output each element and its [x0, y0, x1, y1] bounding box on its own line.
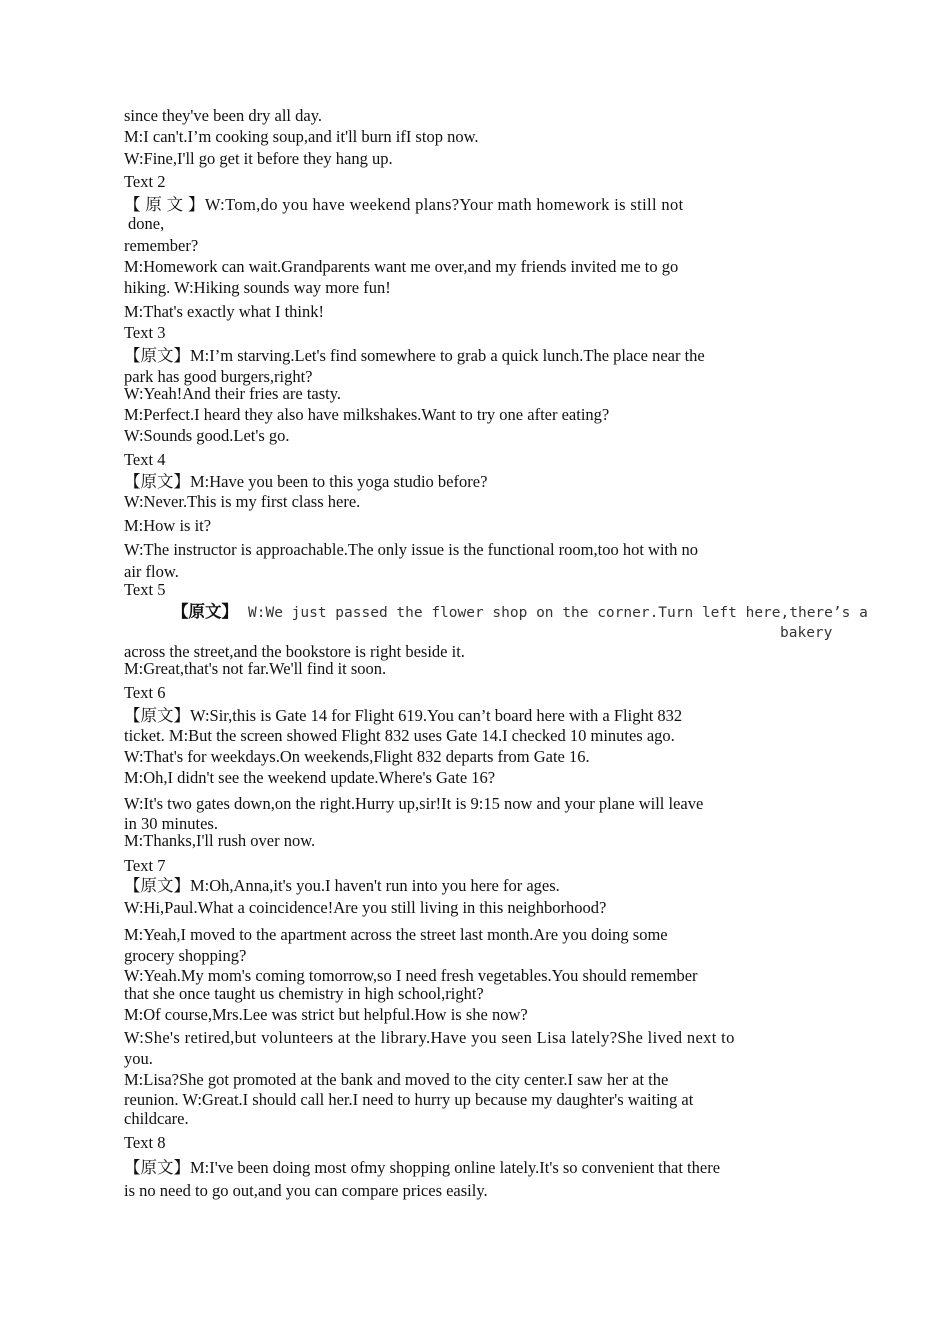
dialogue-line: childcare.	[124, 1109, 189, 1128]
dialogue-line: W:That's for weekdays.On weekends,Flight 832 departs from Gate 16.	[124, 747, 590, 766]
dialogue-line: 【原文】M:I've been doing most ofmy shopping online lately.It's so convenient that there	[124, 1158, 721, 1177]
dialogue-line: M:Oh,I didn't see the weekend update.Where's Gate 16?	[124, 768, 496, 787]
dialogue-line: M:Yeah,I moved to the apartment across the street last month.Are you doing some	[124, 925, 668, 944]
dialogue-line: W:Fine,I'll go get it before they hang up.	[124, 149, 393, 168]
dialogue-line: W:The instructor is approachable.The only issue is the functional room,too hot with no	[124, 540, 699, 559]
section-heading: Text 6	[124, 683, 166, 702]
section-heading: Text 4	[124, 450, 166, 469]
dialogue-line: M:Perfect.I heard they also have milkshakes.Want to try one after eating?	[124, 405, 610, 424]
dialogue-line: M:Homework can wait.Grandparents want me over,and my friends invited me to go	[124, 257, 679, 276]
dialogue-line: M:Great,that's not far.We'll find it soon.	[124, 659, 387, 678]
dialogue-line: remember?	[124, 236, 199, 255]
dialogue-line: 【原文】M:Oh,Anna,it's you.I haven't run into you here for ages.	[124, 876, 560, 895]
dialogue-line: M:Of course,Mrs.Lee was strict but helpful.How is she now?	[124, 1005, 528, 1024]
section-heading: Text 7	[124, 856, 166, 875]
dialogue-line: grocery shopping?	[124, 946, 247, 965]
dialogue-line: 【原文】M:I’m starving.Let's find somewhere to grab a quick lunch.The place near the	[124, 346, 705, 365]
dialogue-line: done,	[128, 214, 165, 233]
dialogue-line: W:Hi,Paul.What a coincidence!Are you still living in this neighborhood?	[124, 898, 607, 917]
dialogue-line: M:How is it?	[124, 516, 212, 535]
dialogue-line: 【 原 文 】W:Tom,do you have weekend plans?Your math homework is still not	[124, 195, 684, 214]
dialogue-line: W:It's two gates down,on the right.Hurry up,sir!It is 9:15 now and your plane will leave	[124, 794, 704, 813]
dialogue-line: 【原文】W:Sir,this is Gate 14 for Flight 619.You can’t board here with a Flight 832	[124, 706, 683, 725]
dialogue-line: M:Thanks,I'll rush over now.	[124, 831, 316, 850]
dialogue-line: in 30 minutes.	[124, 814, 218, 833]
section-heading: Text 5	[124, 580, 166, 599]
dialogue-line: hiking. W:Hiking sounds way more fun!	[124, 278, 391, 297]
dialogue-line: across the street,and the bookstore is right beside it.	[124, 642, 465, 661]
dialogue-line: M:I can't.I’m cooking soup,and it'll burn ifI stop now.	[124, 127, 479, 146]
dialogue-line: reunion. W:Great.I should call her.I need to hurry up because my daughter's waiting at	[124, 1090, 694, 1109]
dialogue-line: park has good burgers,right?	[124, 367, 313, 386]
dialogue-line: is no need to go out,and you can compare prices easily.	[124, 1181, 488, 1200]
dialogue-line: W:Yeah!And their fries are tasty.	[124, 384, 342, 403]
dialogue-line: you.	[124, 1049, 153, 1068]
dialogue-line: 【原文】M:Have you been to this yoga studio before?	[124, 472, 488, 491]
dialogue-line: M:Lisa?She got promoted at the bank and moved to the city center.I saw her at the	[124, 1070, 669, 1089]
section-heading: Text 8	[124, 1133, 166, 1152]
dialogue-line: bakery	[780, 625, 833, 641]
dialogue-line: ticket. M:But the screen showed Flight 832 uses Gate 14.I checked 10 minutes ago.	[124, 726, 675, 745]
dialogue-line: W:She's retired,but volunteers at the library.Have you seen Lisa lately?She lived next to	[124, 1028, 735, 1047]
section-heading: Text 2	[124, 172, 166, 191]
source-label: 【原文】	[172, 602, 238, 621]
dialogue-line: W:Never.This is my first class here.	[124, 492, 361, 511]
dialogue-line: that she once taught us chemistry in high school,right?	[124, 984, 484, 1003]
dialogue-line: since they've been dry all day.	[124, 106, 322, 125]
dialogue-line: W:Sounds good.Let's go.	[124, 426, 290, 445]
dialogue-line: W:We just passed the flower shop on the corner.Turn left here,there’s a	[248, 605, 868, 621]
dialogue-line: W:Yeah.My mom's coming tomorrow,so I need fresh vegetables.You should remember	[124, 966, 698, 985]
dialogue-line: M:That's exactly what I think!	[124, 302, 325, 321]
section-heading: Text 3	[124, 323, 166, 342]
dialogue-line: air flow.	[124, 562, 179, 581]
